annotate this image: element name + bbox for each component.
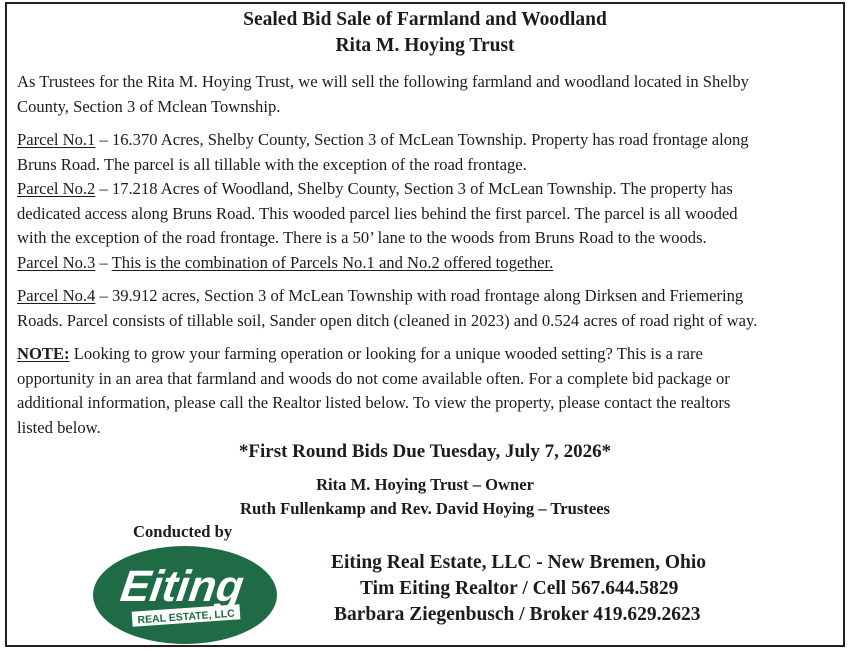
parcel-1 [17, 128, 837, 177]
intro-line: County, Section 3 of Mclean Township. [17, 96, 281, 116]
contact-realtor: Tim Eiting Realtor / Cell 567.644.5829 [360, 578, 679, 599]
parcel-2-label: Parcel No.2 [17, 179, 96, 198]
eiting-logo [92, 545, 278, 645]
parcel-3-dash: – [95, 253, 112, 272]
parcel-1-text: Bruns Road. The parcel is all tillable with the exception of the road frontage. [17, 154, 527, 174]
note-text: additional information, please call the Realtor listed below. To view the property, please contact the realtors [17, 393, 731, 412]
title-line-2: Rita M. Hoying Trust [335, 35, 515, 56]
parcel-4 [17, 284, 837, 333]
owner-line: Rita M. Hoying Trust – Owner [316, 475, 534, 494]
intro-line: As Trustees for the Rita M. Hoying Trust, we will sell the following farmland and woodland located in Shelby [17, 72, 749, 91]
trustees-line: Ruth Fullenkamp and Rev. David Hoying – Trustees [239, 499, 611, 518]
intro-paragraph [17, 70, 837, 119]
note-label: NOTE: [17, 344, 70, 363]
bids-due: *First Round Bids Due Tuesday, July 7, 2026* [238, 441, 612, 462]
contact-company: Eiting Real Estate, LLC - New Bremen, Ohio [331, 552, 706, 573]
logo-subtitle: REAL ESTATE, LLC [137, 607, 236, 627]
parcel-3-label: Parcel No.3 [17, 253, 96, 272]
parcel-2-text: with the exception of the road frontage. There is a 50’ lane to the woods from Bruns Road to the woods. [17, 228, 707, 247]
parcel-4-text: Roads. Parcel consists of tillable soil, Sander open ditch (cleaned in 2023) and 0.524 acres of road right of way. [17, 310, 758, 330]
parcel-2 [17, 177, 837, 251]
parcel-3-text: This is the combination of Parcels No.1 and No.2 offered together. [111, 253, 554, 272]
note-paragraph [17, 342, 837, 440]
note-text: Looking to grow your farming operation or looking for a unique wooded setting? This is a rare [69, 344, 703, 363]
parcel-4-text: – 39.912 acres, Section 3 of McLean Township with road frontage along Dirksen and Friemering [95, 286, 744, 305]
parcel-4-label: Parcel No.4 [17, 286, 96, 305]
parcel-2-text: – 17.218 Acres of Woodland, Shelby County, Section 3 of McLean Township. The property has [95, 179, 733, 198]
title-line-1: Sealed Bid Sale of Farmland and Woodland [243, 9, 607, 30]
contact-broker: Barbara Ziegenbusch / Broker 419.629.2623 [334, 604, 701, 625]
logo-wordmark: Eiting [117, 562, 247, 611]
parcel-1-text: – 16.370 Acres, Shelby County, Section 3 of McLean Township. Property has road frontage along [95, 130, 749, 149]
parcel-1-label: Parcel No.1 [17, 130, 96, 149]
parcel-3 [17, 251, 837, 276]
note-text: opportunity in an area that farmland and woods do not come available often. For a complete bid package or [17, 368, 730, 388]
note-text: listed below. [17, 417, 101, 437]
conducted-by: Conducted by [133, 522, 233, 541]
parcel-2-text: dedicated access along Bruns Road. This wooded parcel lies behind the first parcel. The parcel is all wooded [17, 203, 738, 223]
